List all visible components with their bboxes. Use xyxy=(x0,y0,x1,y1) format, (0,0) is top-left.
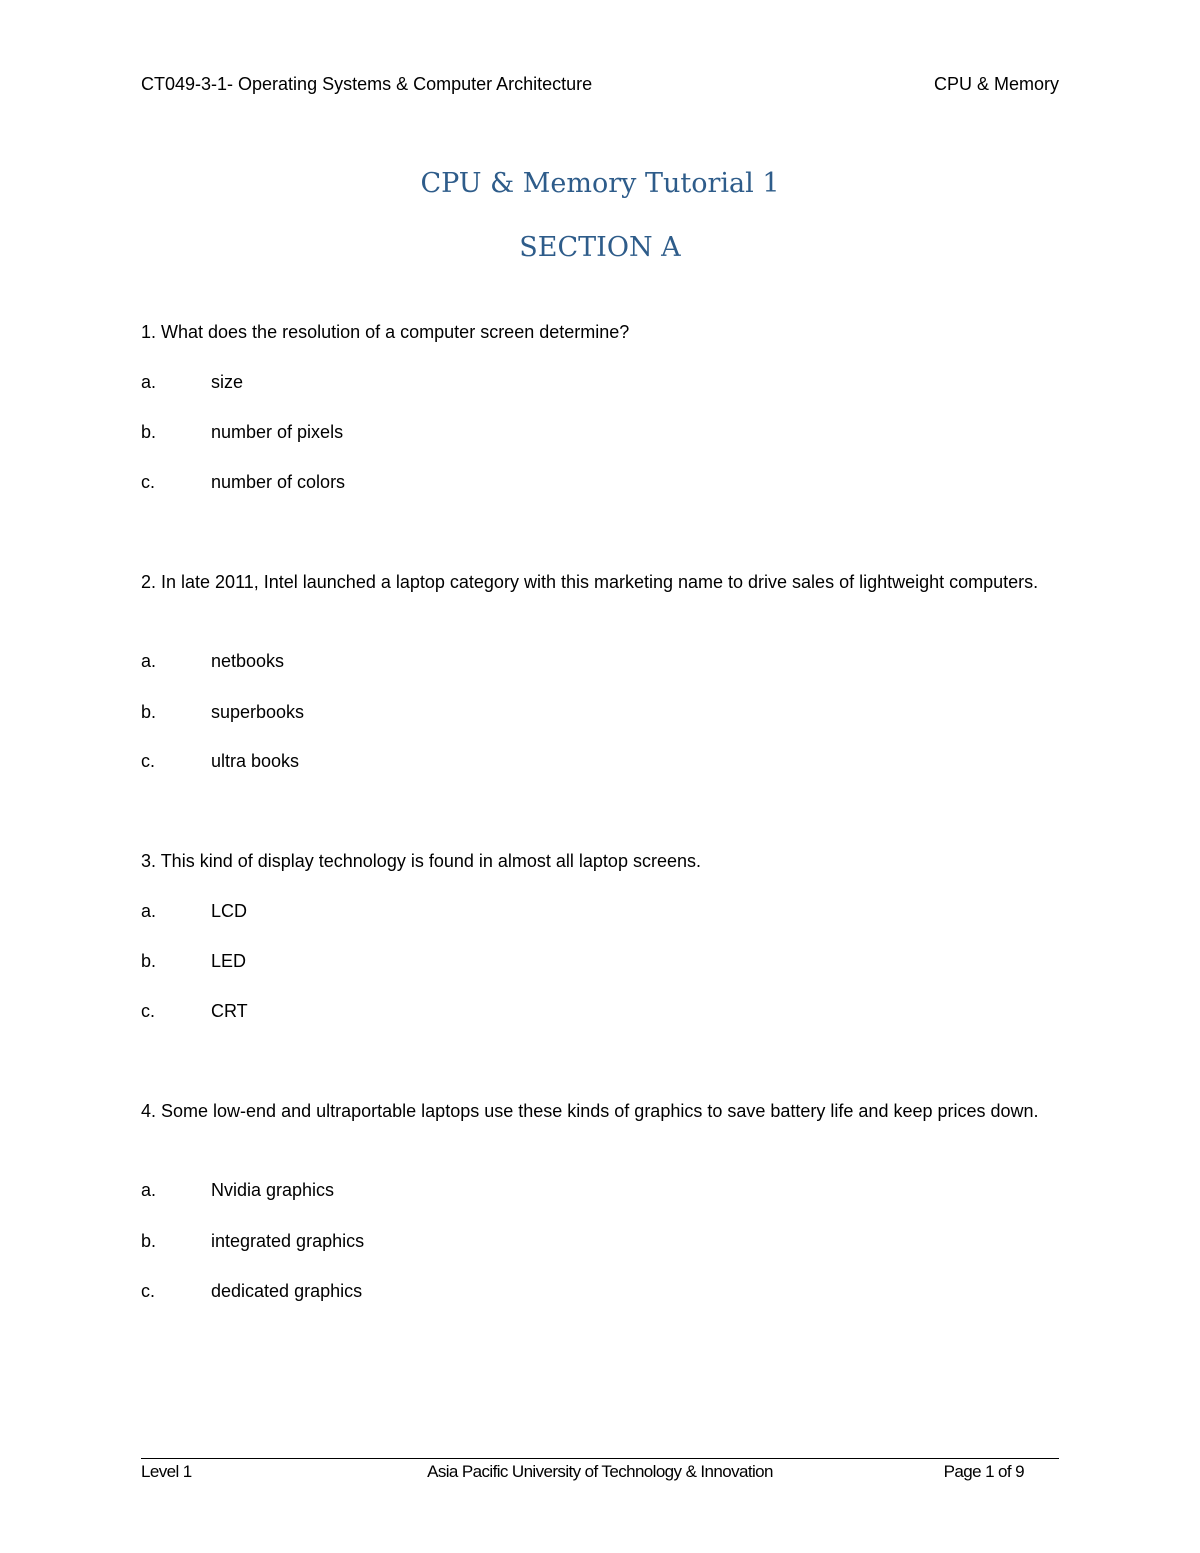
question-3: 3. This kind of display technology is found in almost all laptop screens. xyxy=(141,851,701,871)
question-2-option-c xyxy=(141,750,299,772)
question-3-option-a xyxy=(141,900,247,922)
option-text: integrated graphics xyxy=(211,1231,365,1251)
section-heading: SECTION A xyxy=(519,232,681,263)
question-2-option-b xyxy=(141,701,304,723)
option-letter: b. xyxy=(141,1231,157,1251)
question-3-option-b xyxy=(141,950,246,972)
option-text: netbooks xyxy=(211,651,285,671)
option-text: Nvidia graphics xyxy=(211,1180,335,1200)
option-text: size xyxy=(211,372,244,392)
option-letter: c. xyxy=(141,1001,156,1021)
option-letter: b. xyxy=(141,702,157,722)
question-1-option-c xyxy=(141,471,345,493)
option-text: LED xyxy=(211,951,247,971)
option-letter: c. xyxy=(141,1281,156,1301)
footer-page-number: Page 1 of 9 xyxy=(943,1462,1024,1481)
header-topic: CPU & Memory xyxy=(933,74,1059,94)
footer-divider xyxy=(141,1458,1059,1459)
option-text: number of pixels xyxy=(211,422,344,442)
option-text: number of colors xyxy=(211,472,346,492)
page-title: CPU & Memory Tutorial 1 xyxy=(420,168,780,199)
question-4-option-b xyxy=(141,1230,364,1252)
option-text: superbooks xyxy=(211,702,305,722)
footer-level: Level 1 xyxy=(141,1462,192,1481)
question-1: 1. What does the resolution of a computer screen determine? xyxy=(141,322,630,342)
question-3-option-c xyxy=(141,1000,248,1022)
question-4-option-c xyxy=(141,1280,362,1302)
question-4-option-a xyxy=(141,1179,334,1201)
option-letter: a. xyxy=(141,651,157,671)
option-letter: c. xyxy=(141,472,156,492)
question-2-option-a xyxy=(141,650,284,672)
option-letter: b. xyxy=(141,422,157,442)
header-course-title: CT049-3-1- Operating Systems & Computer Architecture xyxy=(141,74,593,94)
option-text: LCD xyxy=(211,901,248,921)
option-letter: a. xyxy=(141,901,157,921)
option-text: ultra books xyxy=(211,751,300,771)
option-text: dedicated graphics xyxy=(211,1281,363,1301)
option-letter: a. xyxy=(141,372,157,392)
footer-institution: Asia Pacific University of Technology & Innovation xyxy=(427,1462,773,1481)
option-text: CRT xyxy=(211,1001,248,1021)
question-4: 4. Some low-end and ultraportable laptops use these kinds of graphics to save battery life and keep prices down. xyxy=(141,1101,1039,1121)
question-1-option-b xyxy=(141,421,343,443)
question-1-option-a xyxy=(141,371,243,393)
question-2: 2. In late 2011, Intel launched a laptop category with this marketing name to drive sales of lightweight computers. xyxy=(141,572,1039,592)
option-letter: c. xyxy=(141,751,156,771)
option-letter: b. xyxy=(141,951,157,971)
option-letter: a. xyxy=(141,1180,157,1200)
